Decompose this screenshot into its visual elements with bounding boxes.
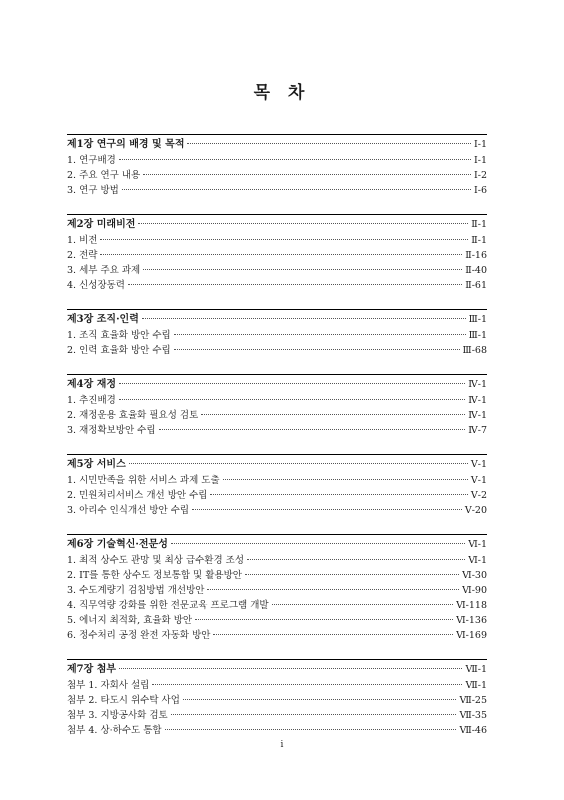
leader-dots <box>159 428 466 430</box>
page-ref: Ⅵ-90 <box>462 585 487 596</box>
leader-dots <box>129 462 468 464</box>
page-ref: Ⅴ-1 <box>470 475 487 486</box>
leader-dots <box>119 398 465 400</box>
chapter-title: 제1장 연구의 배경 및 목적 <box>67 139 185 150</box>
leader-dots <box>119 382 465 384</box>
entry-label: 1. 추진배경 <box>67 395 116 406</box>
entry-label: 1. 비전 <box>67 235 98 246</box>
chapter-title: 제5장 서비스 <box>67 459 126 470</box>
page-ref: Ⅵ-118 <box>456 600 487 611</box>
leader-dots <box>201 413 465 415</box>
entry-label: 2. 인력 효율화 방안 수립 <box>67 345 171 356</box>
page-ref: Ⅱ-16 <box>465 250 487 261</box>
toc-title: 목 차 <box>253 83 311 103</box>
entry-label: 3. 아리수 인식개선 방안 수립 <box>67 505 190 516</box>
toc-entry[interactable] <box>67 183 487 198</box>
entry-label: 2. IT를 통한 상수도 정보통합 및 활용방안 <box>67 570 242 581</box>
page-ref: Ⅳ-7 <box>468 425 487 436</box>
entry-label: 첨부 2. 타도시 위수탁 사업 <box>67 695 180 706</box>
entry-label: 첨부 4. 상·하수도 통합 <box>67 725 162 736</box>
leader-dots <box>195 618 453 620</box>
page-ref: Ⅶ-46 <box>459 725 487 736</box>
leader-dots <box>245 573 459 575</box>
table-of-contents <box>67 134 487 754</box>
toc-entry[interactable] <box>67 678 487 693</box>
entry-label: 6. 정수처리 공정 완전 자동화 방안 <box>67 630 211 641</box>
page-ref: Ⅲ-1 <box>468 330 487 341</box>
chapter-heading[interactable] <box>67 454 487 473</box>
leader-dots <box>138 222 468 224</box>
page-ref: Ⅳ-1 <box>468 379 487 390</box>
page-ref: Ⅱ-1 <box>471 235 487 246</box>
entry-label: 첨부 1. 자회사 설립 <box>67 680 150 691</box>
leader-dots <box>119 158 471 160</box>
entry-label: 5. 에너지 최적화, 효율화 방안 <box>67 615 193 626</box>
chapter-title: 제4장 재정 <box>67 379 117 390</box>
leader-dots <box>143 268 462 270</box>
chapter-3 <box>67 309 487 358</box>
chapter-heading[interactable] <box>67 309 487 328</box>
leader-dots <box>174 348 460 350</box>
page-ref: Ⅱ-61 <box>465 280 487 291</box>
chapter-7 <box>67 659 487 738</box>
page-ref: Ⅰ-6 <box>473 185 487 196</box>
leader-dots <box>187 142 471 144</box>
toc-entry[interactable] <box>67 613 487 628</box>
chapter-2 <box>67 214 487 293</box>
page-ref: Ⅵ-136 <box>456 615 487 626</box>
leader-dots <box>223 478 468 480</box>
entry-label: 4. 직무역량 강화를 위한 전문교육 프로그램 개발 <box>67 600 269 611</box>
leader-dots <box>128 283 462 285</box>
toc-entry[interactable] <box>67 568 487 583</box>
entry-label: 1. 조직 효율화 방안 수립 <box>67 330 171 341</box>
leader-dots <box>247 558 465 560</box>
toc-entry[interactable] <box>67 628 487 643</box>
chapter-heading[interactable] <box>67 134 487 153</box>
toc-entry[interactable] <box>67 278 487 293</box>
page-ref: Ⅵ-169 <box>456 630 487 641</box>
toc-entry[interactable] <box>67 553 487 568</box>
leader-dots <box>165 728 457 730</box>
page-ref: Ⅶ-35 <box>459 710 487 721</box>
leader-dots <box>171 542 465 544</box>
entry-label: 2. 전략 <box>67 250 98 261</box>
leader-dots <box>171 713 457 715</box>
toc-entry[interactable] <box>67 598 487 613</box>
toc-entry[interactable] <box>67 263 487 278</box>
page-ref: Ⅲ-1 <box>468 314 487 325</box>
toc-entry[interactable] <box>67 723 487 738</box>
toc-entry[interactable] <box>67 708 487 723</box>
entry-label: 4. 신성장동력 <box>67 280 125 291</box>
leader-dots <box>213 633 453 635</box>
toc-entry[interactable] <box>67 693 487 708</box>
entry-label: 1. 최적 상수도 관망 및 최상 급수환경 조성 <box>67 555 245 566</box>
chapter-title: 제3장 조직·인력 <box>67 314 139 325</box>
leader-dots <box>183 698 457 700</box>
toc-entry[interactable] <box>67 583 487 598</box>
page-ref: Ⅲ-68 <box>462 345 487 356</box>
entry-label: 1. 연구배경 <box>67 155 116 166</box>
entry-label: 2. 민원처리서비스 개선 방안 수립 <box>67 490 208 501</box>
page-ref: Ⅶ-25 <box>459 695 487 706</box>
page-ref: Ⅳ-1 <box>468 395 487 406</box>
chapter-6 <box>67 534 487 643</box>
chapter-heading[interactable] <box>67 214 487 233</box>
page-ref: Ⅱ-40 <box>465 265 487 276</box>
page-ref: Ⅰ-2 <box>473 170 487 181</box>
page-ref: Ⅰ-1 <box>473 139 487 150</box>
entry-label: 3. 수도계량기 검침방법 개선방안 <box>67 585 205 596</box>
leader-dots <box>119 667 462 669</box>
entry-label: 2. 주요 연구 내용 <box>67 170 141 181</box>
chapter-heading[interactable] <box>67 659 487 678</box>
page-ref: Ⅴ-20 <box>464 505 487 516</box>
chapter-1 <box>67 134 487 198</box>
toc-entry[interactable] <box>67 343 487 358</box>
toc-entry[interactable] <box>67 233 487 248</box>
leader-dots <box>207 588 459 590</box>
page-ref: Ⅶ-1 <box>465 680 487 691</box>
toc-entry[interactable] <box>67 168 487 183</box>
leader-dots <box>143 173 471 175</box>
toc-entry[interactable] <box>67 248 487 263</box>
chapter-title: 제7장 첨부 <box>67 664 117 675</box>
page-ref: Ⅵ-30 <box>462 570 487 581</box>
toc-entry[interactable] <box>67 393 487 408</box>
entry-label: 3. 세부 주요 과제 <box>67 265 141 276</box>
page-ref: Ⅵ-1 <box>468 555 487 566</box>
entry-label: 1. 시민만족을 위한 서비스 과제 도출 <box>67 475 220 486</box>
toc-entry[interactable] <box>67 328 487 343</box>
page-ref: Ⅵ-1 <box>468 539 487 550</box>
page-number: i <box>280 740 284 750</box>
page-ref: Ⅶ-1 <box>465 664 487 675</box>
chapter-5 <box>67 454 487 518</box>
toc-entry[interactable] <box>67 503 487 518</box>
chapter-title: 제6장 기술혁신·전문성 <box>67 539 168 550</box>
page-ref: Ⅴ-1 <box>470 459 487 470</box>
entry-label: 2. 재정운용 효율화 필요성 검토 <box>67 410 199 421</box>
leader-dots <box>272 603 454 605</box>
leader-dots <box>122 188 471 190</box>
toc-entry[interactable] <box>67 423 487 438</box>
page-ref: Ⅱ-1 <box>471 219 487 230</box>
page-ref: Ⅴ-2 <box>470 490 487 501</box>
leader-dots <box>210 493 467 495</box>
toc-entry[interactable] <box>67 153 487 168</box>
page-ref: Ⅳ-1 <box>468 410 487 421</box>
chapter-4 <box>67 374 487 438</box>
chapter-heading[interactable] <box>67 374 487 393</box>
toc-entry[interactable] <box>67 473 487 488</box>
toc-entry[interactable] <box>67 408 487 423</box>
leader-dots <box>152 683 462 685</box>
leader-dots <box>100 253 462 255</box>
leader-dots <box>174 333 466 335</box>
chapter-title: 제2장 미래비전 <box>67 219 136 230</box>
page-ref: Ⅰ-1 <box>473 155 487 166</box>
chapter-heading[interactable] <box>67 534 487 553</box>
entry-label: 첨부 3. 지방공사화 검토 <box>67 710 168 721</box>
toc-entry[interactable] <box>67 488 487 503</box>
leader-dots <box>100 238 468 240</box>
entry-label: 3. 연구 방법 <box>67 185 119 196</box>
leader-dots <box>192 508 462 510</box>
entry-label: 3. 재정확보방안 수립 <box>67 425 156 436</box>
leader-dots <box>142 317 466 319</box>
